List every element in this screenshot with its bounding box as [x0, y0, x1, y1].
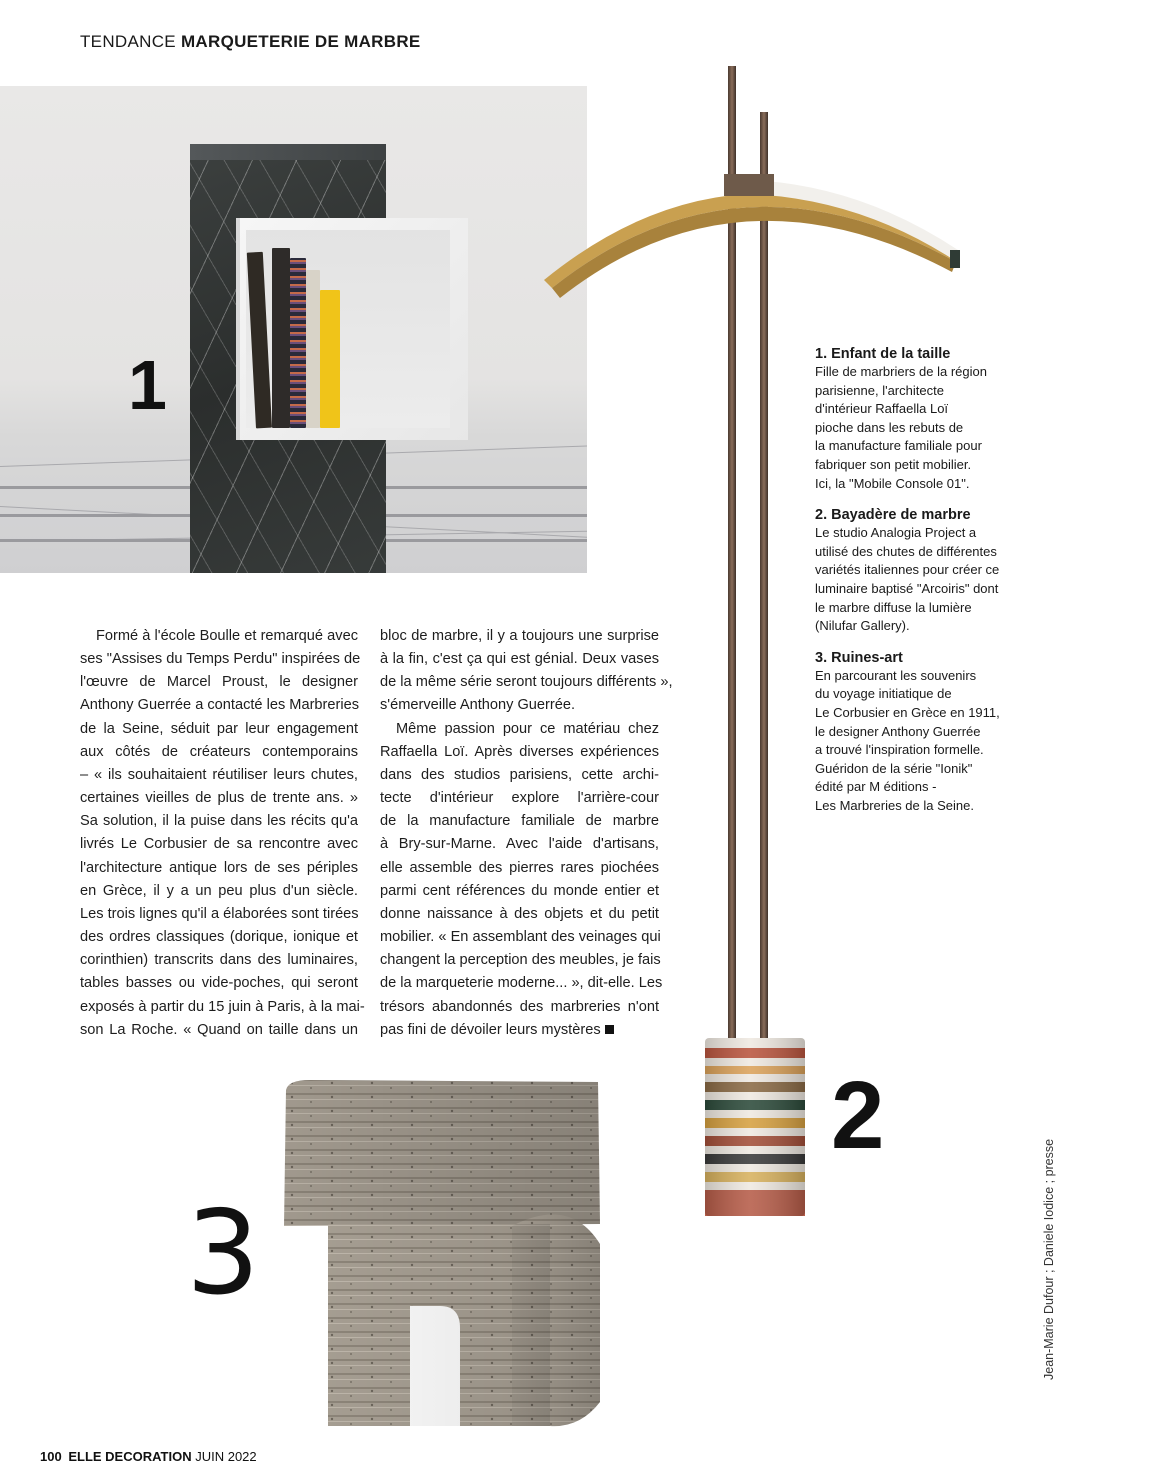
caption-line: utilisé des chutes de différentes [815, 543, 997, 559]
captions-block [815, 346, 1015, 829]
caption-2-title: 2. Bayadère de marbre [815, 507, 971, 524]
article-line: changent la perception des meubles, je fais [380, 952, 661, 969]
caption-line: Le studio Analogia Project a [815, 525, 977, 541]
caption-line: (Nilufar Gallery). [815, 618, 910, 634]
caption-line: Fille de marbriers de la région [815, 364, 987, 379]
article-line: Même passion pour ce matériau chez [396, 720, 659, 737]
caption-1-title: 1. Enfant de la taille [815, 346, 951, 362]
article-line: Raffaella Loï. Après diverses expériences [380, 743, 659, 760]
article-line: ses "Assises du Temps Perdu" inspirées de [80, 651, 361, 668]
caption-line: fabriquer son petit mobilier. [815, 456, 972, 472]
article-line: en Grèce, il y a un peu plus d'un siècle. [80, 882, 358, 899]
photo-credit: Jean-Marie Dufour ; Daniele Iodice ; presse [1042, 1138, 1056, 1380]
photo-mobile-console [0, 86, 587, 573]
article-line: l'œuvre de Marcel Proust, le designer [80, 674, 358, 691]
article-line: trésors abandonnés des marbreries n'ont [380, 998, 659, 1015]
article-line: bloc de marbre, il y a toujours une surprise [380, 628, 659, 644]
article-line: des ordres classiques (dorique, ionique et [80, 929, 358, 946]
lamp-striped-base [705, 1038, 805, 1216]
article-line: de la même série seront toujours différents », [380, 674, 673, 691]
lamp-rod [760, 112, 768, 1046]
caption-line: Ici, la "Mobile Console 01". [815, 475, 970, 491]
caption-line: du voyage initiatique de [815, 686, 952, 702]
article-line: livrés Le Corbusier de sa rencontre avec [80, 836, 358, 853]
caption-line: variétés italiennes pour créer ce [815, 562, 1000, 578]
article-line: tecte d'intérieur explore l'arrière-cour [380, 790, 659, 807]
stool-lower-block [328, 1214, 600, 1426]
book [306, 270, 320, 428]
book [320, 290, 340, 428]
page-footer [40, 1449, 257, 1464]
book [290, 258, 306, 428]
article-line: son La Roche. « Quand on taille dans un [80, 1021, 358, 1038]
caption-line: le marbre diffuse la lumière [815, 599, 972, 615]
article-line: exposés à partir du 15 juin à Paris, à la mai- [80, 998, 365, 1015]
book [247, 252, 272, 429]
article-line: parmi cent références du monde entier et [380, 882, 659, 899]
caption-line: édité par M éditions - [815, 779, 937, 795]
caption-3-title: 3. Ruines-art [815, 649, 903, 666]
article-line: dans des studios parisiens, cette archi- [380, 766, 659, 783]
lamp-end [950, 250, 960, 268]
article-line: mobilier. « En assemblant des veinages qui [380, 929, 661, 946]
page-number: 100 [40, 1449, 62, 1464]
books [246, 230, 450, 428]
end-of-article-mark [605, 1025, 614, 1034]
article-line: de la manufacture familiale de marbre [380, 813, 659, 830]
article-line: pas fini de dévoiler leurs mystères [380, 1021, 601, 1038]
lamp-clamp [724, 174, 774, 196]
article-line: donne naissance à des objets et du petit [380, 905, 659, 922]
black-marble-top [190, 144, 386, 160]
issue-date: JUIN 2022 [195, 1449, 257, 1464]
article-line: de la Seine, séduit par leur engagement [80, 720, 358, 737]
article-column-left [80, 625, 365, 1042]
article-line: elle assemble des pierres rares piochées [380, 859, 659, 876]
magazine-name: ELLE DECORATION [68, 1449, 192, 1464]
caption-3-body [815, 667, 1015, 816]
header-kicker: TENDANCE [80, 32, 176, 51]
header-topic: MARQUETERIE DE MARBRE [180, 32, 421, 51]
article-line: certaines vieilles de plus de trente ans. » [80, 790, 358, 807]
article-line: à Bry-sur-Marne. Avec l'aide d'artisans, [380, 836, 659, 853]
section-header [80, 32, 421, 52]
caption-line: Le Corbusier en Grèce en 1911, [815, 704, 1000, 720]
article-column-right [380, 625, 673, 1042]
item-number-1: 1 [128, 346, 167, 424]
article-line: à la fin, c'est ça qui est génial. Deux vases [380, 651, 659, 668]
item-number-2: 2 [831, 1062, 885, 1169]
photo-ionik-gueridon [280, 1076, 620, 1436]
caption-line: d'intérieur Raffaella Loï [815, 401, 949, 417]
item-number-3: 3 [186, 1186, 260, 1321]
article-line: de la marqueterie moderne... », dit-elle. Les [380, 975, 663, 992]
article-line: aux côtés de créateurs contemporains [80, 743, 358, 760]
caption-2-body [815, 524, 1015, 636]
caption-line: Les Marbreries de la Seine. [815, 797, 974, 813]
caption-1-body [815, 363, 1015, 493]
article-line: s'émerveille Anthony Guerrée. [380, 697, 576, 714]
article-line: Formé à l'école Boulle et remarqué avec [96, 628, 358, 644]
article-line: Sa solution, il la puise dans les récits qu'a [80, 813, 358, 830]
article-line: l'architecture antique lors de ses périples [80, 859, 358, 876]
caption-line: le designer Anthony Guerrée [815, 723, 981, 739]
caption-line: a trouvé l'inspiration formelle. [815, 742, 984, 758]
caption-line: En parcourant les souvenirs [815, 667, 977, 683]
article-last-line [380, 1019, 659, 1042]
stool-top-block [284, 1080, 600, 1226]
article-line: Les trois lignes qu'il a élaborées sont tirées [80, 905, 359, 922]
article-line: tables basses ou vide-poches, qui seront [80, 975, 358, 992]
book [272, 248, 290, 428]
caption-line: luminaire baptisé "Arcoiris" dont [815, 580, 999, 596]
caption-line: la manufacture familiale pour [815, 438, 982, 454]
article-line: Anthony Guerrée a contacté les Marbreries [80, 697, 360, 714]
caption-line: pioche dans les rebuts de [815, 419, 964, 435]
article-line: – « ils souhaitaient réutiliser leurs chutes, [80, 766, 358, 783]
caption-line: parisienne, l'architecte [815, 382, 944, 398]
article-line: corinthien) transcrits dans des luminaires, [80, 952, 358, 969]
caption-line: Guéridon de la série "Ionik" [815, 760, 973, 776]
